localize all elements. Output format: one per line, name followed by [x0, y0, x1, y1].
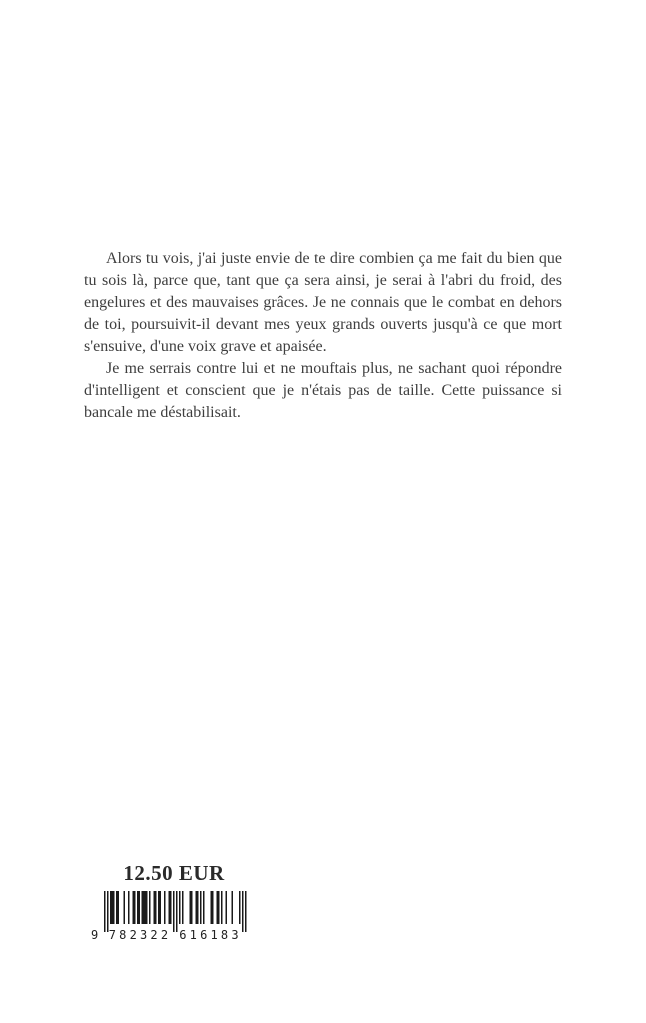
- price-barcode-block: [90, 861, 258, 941]
- barcode-bar: [142, 891, 144, 924]
- barcode-bar: [113, 891, 115, 924]
- barcode-bar: [169, 891, 171, 924]
- barcode-bar: [137, 891, 139, 924]
- barcode-bar: [179, 891, 181, 924]
- barcode-bar: [110, 891, 112, 924]
- barcode-bar: [146, 891, 148, 924]
- barcode-bar: [196, 891, 198, 924]
- blurb-text-block: [84, 248, 562, 424]
- barcode-bar: [217, 891, 219, 924]
- barcode-bar: [112, 891, 114, 924]
- barcode-digit-first: 9: [91, 928, 99, 941]
- barcode-bar: [134, 891, 136, 924]
- barcode-bar: [203, 891, 205, 924]
- barcode-bar: [170, 891, 172, 924]
- barcode-bar: [176, 891, 178, 932]
- barcode-bar: [158, 891, 160, 924]
- barcode-bar: [116, 891, 118, 924]
- barcode-bar: [239, 891, 241, 924]
- barcode-bar: [133, 891, 135, 924]
- barcode-bar: [143, 891, 145, 924]
- barcode-digits-right: 616183: [179, 928, 242, 941]
- barcode-bar: [182, 891, 184, 924]
- barcode-bar: [197, 891, 199, 924]
- barcode-bar: [155, 891, 157, 924]
- barcode-bar: [221, 891, 223, 924]
- barcode-bar: [160, 891, 162, 924]
- barcode-bar: [245, 891, 247, 932]
- barcode-bar: [226, 891, 228, 924]
- barcode-bar: [154, 891, 156, 924]
- barcode-bar: [242, 891, 244, 932]
- barcode-bar: [145, 891, 147, 924]
- barcode-bar: [191, 891, 193, 924]
- barcode-bar: [104, 891, 106, 932]
- price-label: 12.50 EUR: [123, 861, 225, 885]
- barcode-bar: [211, 891, 213, 924]
- barcode-bar: [190, 891, 192, 924]
- barcode-bar: [139, 891, 141, 924]
- barcode-bar: [218, 891, 220, 924]
- barcode-bar: [173, 891, 175, 932]
- barcode-bar: [107, 891, 109, 932]
- barcode-bar: [128, 891, 130, 924]
- barcode-bar: [124, 891, 126, 924]
- barcode-bar: [164, 891, 166, 924]
- barcode-bar: [232, 891, 234, 924]
- ean13-barcode-svg: [90, 891, 258, 941]
- barcode-digits-left: 782322: [108, 928, 172, 941]
- blurb-paragraph-2: Je me serrais contre lui et ne mouftais plus, ne sachant quoi répondre d'intelligent et conscient que je n'étais pas de taille. Cette puissance si bancale me déstabilisait.: [84, 360, 562, 421]
- barcode-bar: [212, 891, 214, 924]
- blurb-paragraph-1: Alors tu vois, j'ai juste envie de te dire combien ça me fait du bien que tu sois là, parce que, tant que ça sera ainsi, je serai à l'abri du froid, des engelures et des mauvaises grâces. Je ne connais que le combat en dehors de toi, poursuivit-il devant mes yeux grands ouverts jusqu'à ce que mort s'ensuive, d'une voix grave et apaisée.: [84, 250, 562, 355]
- barcode-bar: [200, 891, 202, 924]
- ean13-barcode: [90, 891, 258, 941]
- barcode-bar: [118, 891, 120, 924]
- barcode-bar: [149, 891, 151, 924]
